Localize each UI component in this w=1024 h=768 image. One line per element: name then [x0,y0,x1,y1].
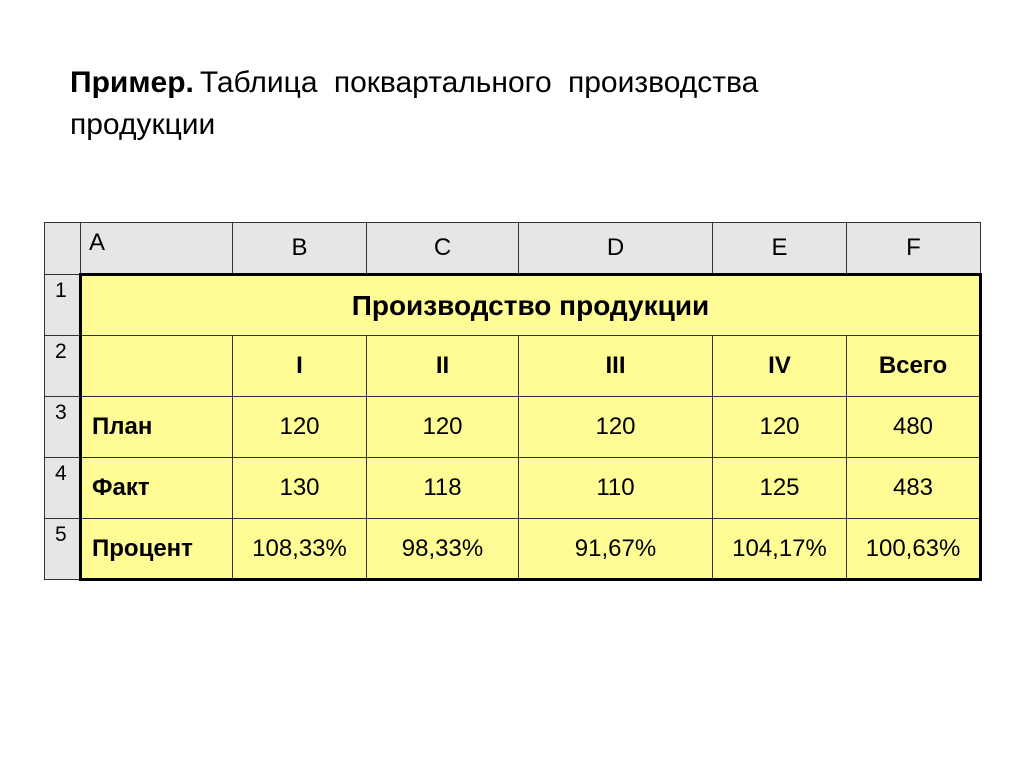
quarter-header-cell[interactable]: II [367,336,519,397]
total-cell[interactable]: 483 [847,458,981,519]
cell-a2[interactable] [81,336,233,397]
quarter-header-cell[interactable]: I [233,336,367,397]
value-cell[interactable]: 108,33% [233,519,367,580]
column-header-b[interactable]: B [233,223,367,275]
value-cell[interactable]: 110 [519,458,713,519]
value-cell[interactable]: 120 [519,397,713,458]
value-cell[interactable]: 125 [713,458,847,519]
table-row [45,519,981,580]
table-row [45,275,981,336]
value-cell[interactable]: 118 [367,458,519,519]
select-all-corner[interactable] [45,223,81,275]
row-header-2[interactable]: 2 [45,336,81,397]
heading-text: Таблица поквартального производства продукции [70,66,759,141]
row-header-3[interactable]: 3 [45,397,81,458]
total-cell[interactable]: 100,63% [847,519,981,580]
quarter-header-cell[interactable]: IV [713,336,847,397]
row-label-cell[interactable]: Факт [81,458,233,519]
table-row [45,397,981,458]
title-cell[interactable]: Производство продукции [81,275,981,336]
column-header-a[interactable]: A [81,223,233,275]
value-cell[interactable]: 130 [233,458,367,519]
quarter-header-cell[interactable]: III [519,336,713,397]
value-cell[interactable]: 120 [713,397,847,458]
total-header-cell[interactable]: Всего [847,336,981,397]
heading-lead: Пример. [70,66,194,99]
row-header-1[interactable]: 1 [45,275,81,336]
row-header-5[interactable]: 5 [45,519,81,580]
value-cell[interactable]: 98,33% [367,519,519,580]
row-header-4[interactable]: 4 [45,458,81,519]
value-cell[interactable]: 104,17% [713,519,847,580]
value-cell[interactable]: 91,67% [519,519,713,580]
column-header-d[interactable]: D [519,223,713,275]
table-row [45,458,981,519]
column-header-e[interactable]: E [713,223,847,275]
column-header-f[interactable]: F [847,223,981,275]
row-label-cell[interactable]: План [81,397,233,458]
column-header-row [45,223,981,275]
column-header-c[interactable]: C [367,223,519,275]
total-cell[interactable]: 480 [847,397,981,458]
slide-heading [70,62,870,146]
spreadsheet-table [44,222,982,581]
value-cell[interactable]: 120 [233,397,367,458]
table-row [45,336,981,397]
row-label-cell[interactable]: Процент [81,519,233,580]
value-cell[interactable]: 120 [367,397,519,458]
